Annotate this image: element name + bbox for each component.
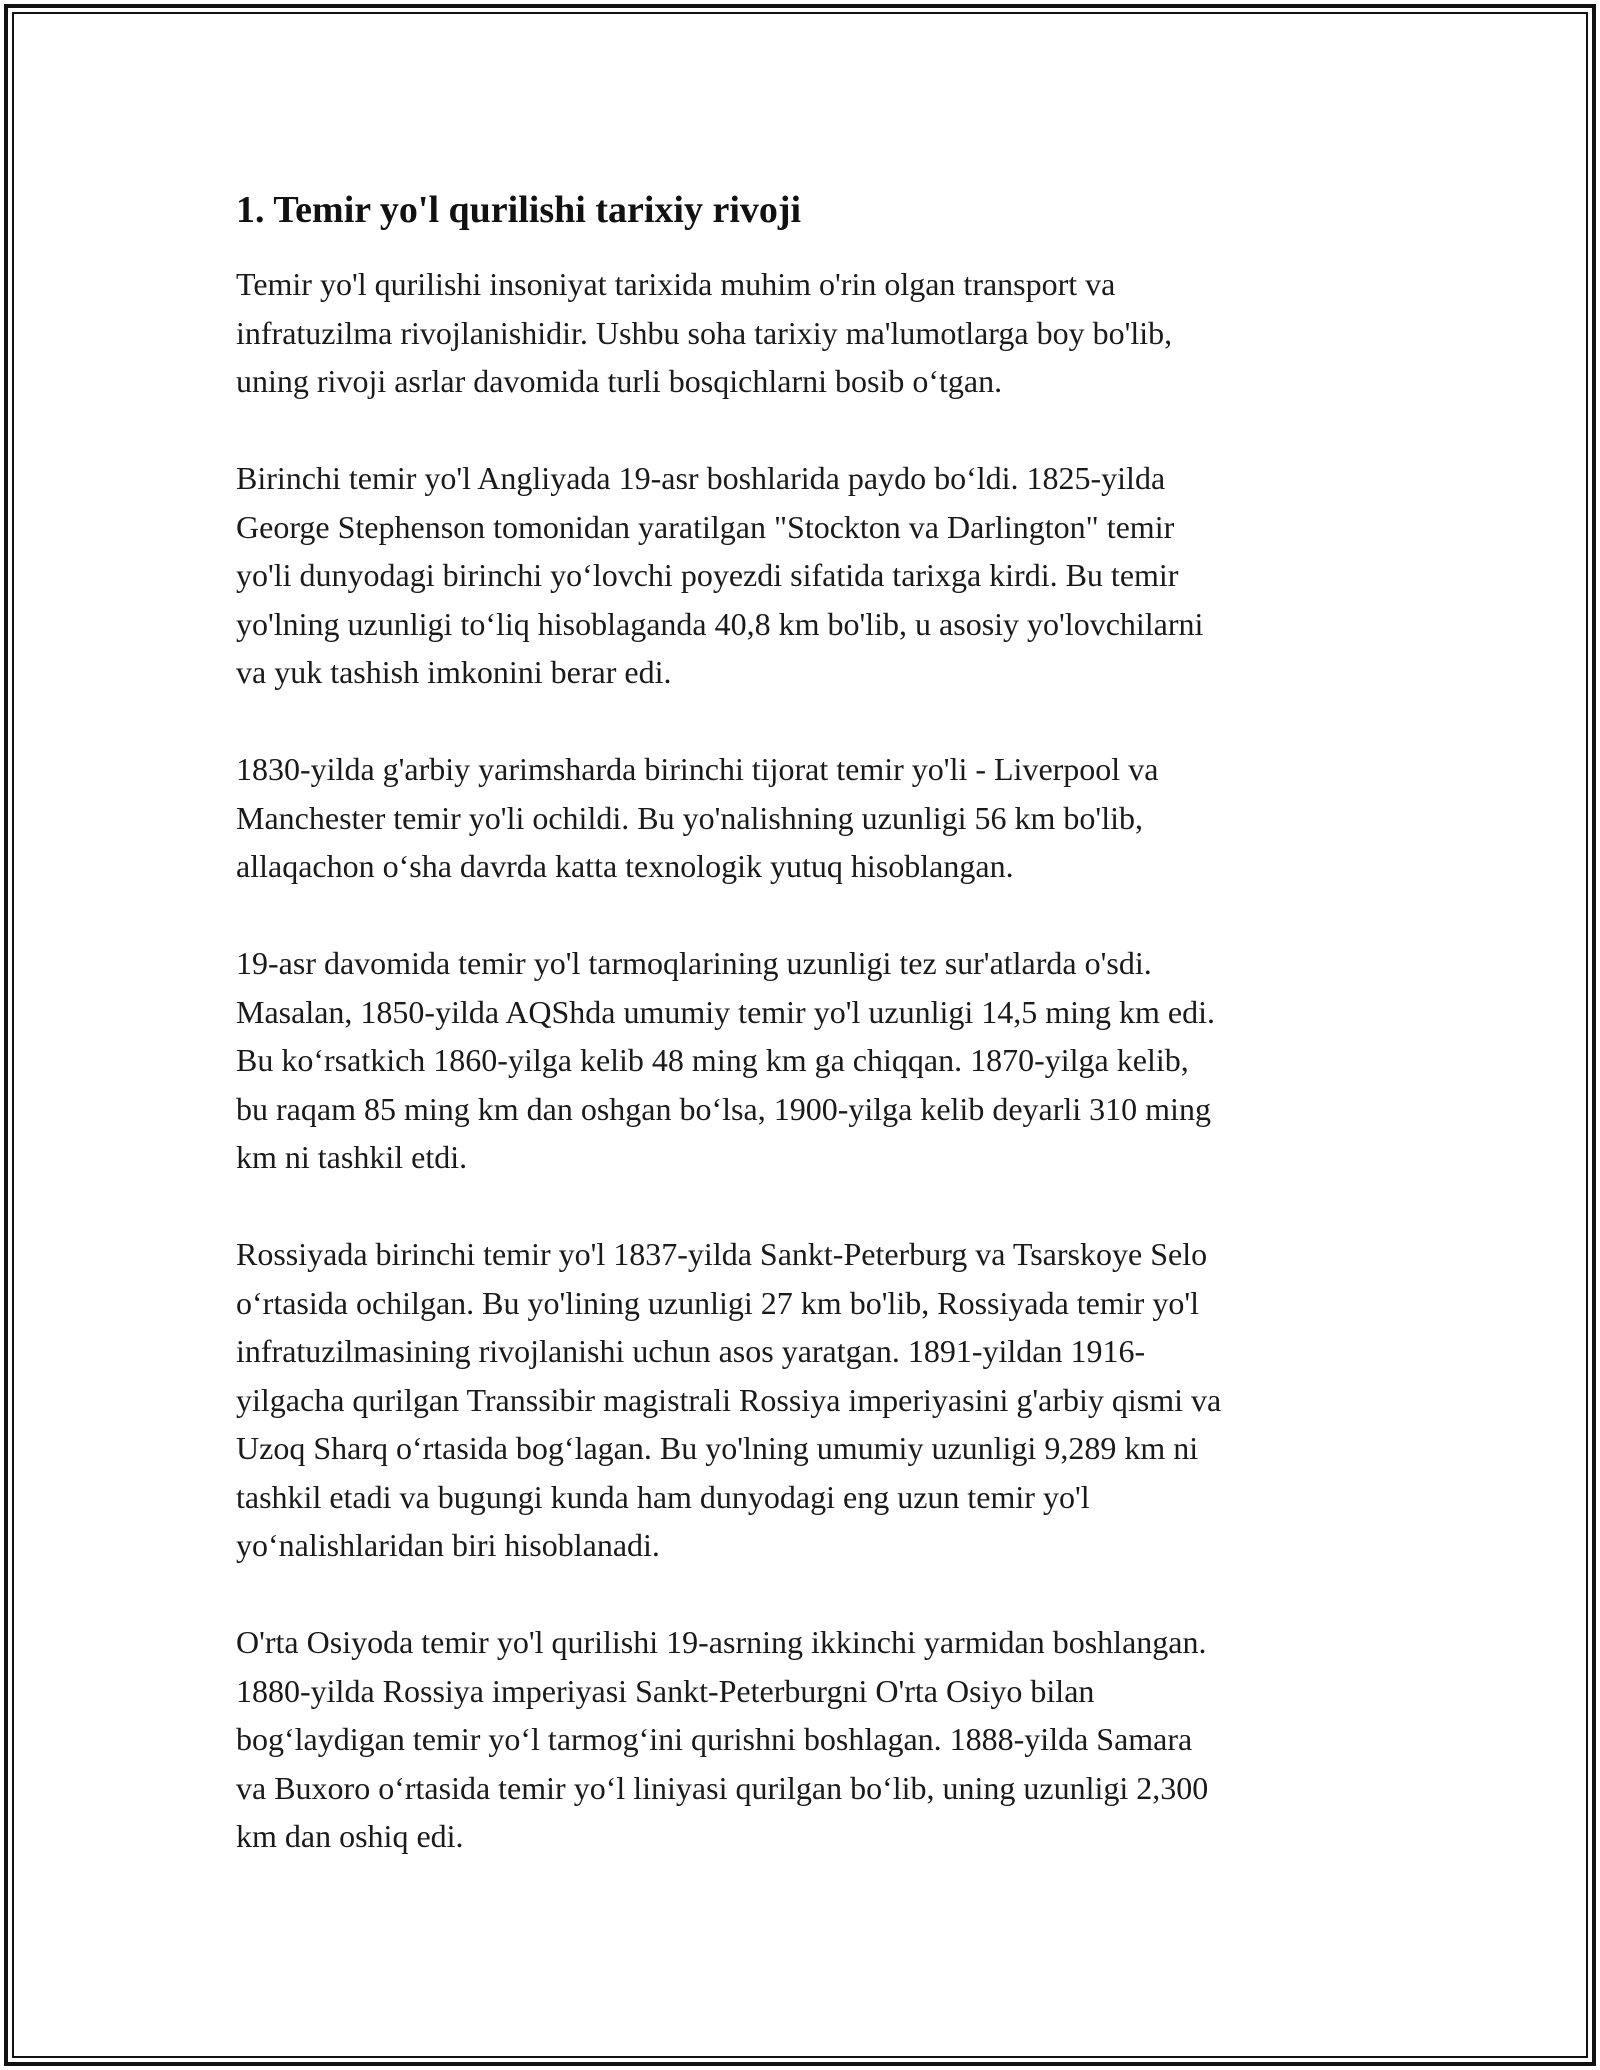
paragraph-intro: Temir yo'l qurilishi insoniyat tarixida muhim o'rin olgan transport va infratuzilma rivojlanishidir. Ushbu soha tarixiy ma'lumotlarga boy bo'lib, uning rivoji asrlar davomida turli bosqichlarni bosib o‘tgan.: [236, 266, 1173, 399]
paragraph-england: Birinchi temir yo'l Angliyada 19-asr boshlarida paydo bo‘ldi. 1825-yilda George Stephenson tomonidan yaratilgan "Stockton va Darlington" temir yo'li dunyodagi birinchi yo‘lovchi poyezdi sifatida tarixga kirdi. Bu temir yo'lning uzunligi to‘liq hisoblaganda 40,8 km bo'lib, u asosiy yo'lovchilarni va yuk tashish imkonini berar edi.: [236, 460, 1204, 690]
document-body: [236, 186, 1376, 1909]
paragraph-liverpool-manchester: 1830-yilda g'arbiy yarimsharda birinchi tijorat temir yo'li - Liverpool va Manchester temir yo'li ochildi. Bu yo'nalishning uzunligi 56 km bo'lib, allaqachon o‘sha davrda katta texnologik yutuq hisoblangan.: [236, 751, 1159, 884]
paragraph-russia: Rossiyada birinchi temir yo'l 1837-yilda Sankt-Peterburg va Tsarskoye Selo o‘rtasida ochilgan. Bu yo'lining uzunligi 27 km bo'lib, Rossiyada temir yo'l infratuzilmasining rivojlanishi uchun asos yaratgan. 1891-yildan 1916- yilgacha qurilgan Transsibir magistrali Rossiya imperiyasini g'arbiy qismi va Uzoq Sharq o‘rtasida bog‘lagan. Bu yo'lning umumiy uzunligi 9,289 km ni tashkil etadi va bugungi kunda ham dunyodagi eng uzun temir yo'l yo‘nalishlaridan biri hisoblanadi.: [236, 1236, 1222, 1563]
section-title: 1. Temir yo'l qurilishi tarixiy rivoji: [236, 189, 802, 231]
paragraph-19th-century-growth: 19-asr davomida temir yo'l tarmoqlarining uzunligi tez sur'atlarda o'sdi. Masalan, 1850-yilda AQShda umumiy temir yo'l uzunligi 14,5 ming km edi. Bu ko‘rsatkich 1860-yilga kelib 48 ming km ga chiqqan. 1870-yilga kelib, bu raqam 85 ming km dan oshgan bo‘lsa, 1900-yilga kelib deyarli 310 ming km ni tashkil etdi.: [236, 945, 1215, 1175]
paragraph-central-asia: O'rta Osiyoda temir yo'l qurilishi 19-asrning ikkinchi yarmidan boshlangan. 1880-yilda Rossiya imperiyasi Sankt-Peterburgni O'rta Osiyo bilan bog‘laydigan temir yo‘l tarmog‘ini qurishni boshlagan. 1888-yilda Samara va Buxoro o‘rtasida temir yo‘l liniyasi qurilgan bo‘lib, uning uzunligi 2,300 km dan oshiq edi.: [236, 1624, 1209, 1854]
